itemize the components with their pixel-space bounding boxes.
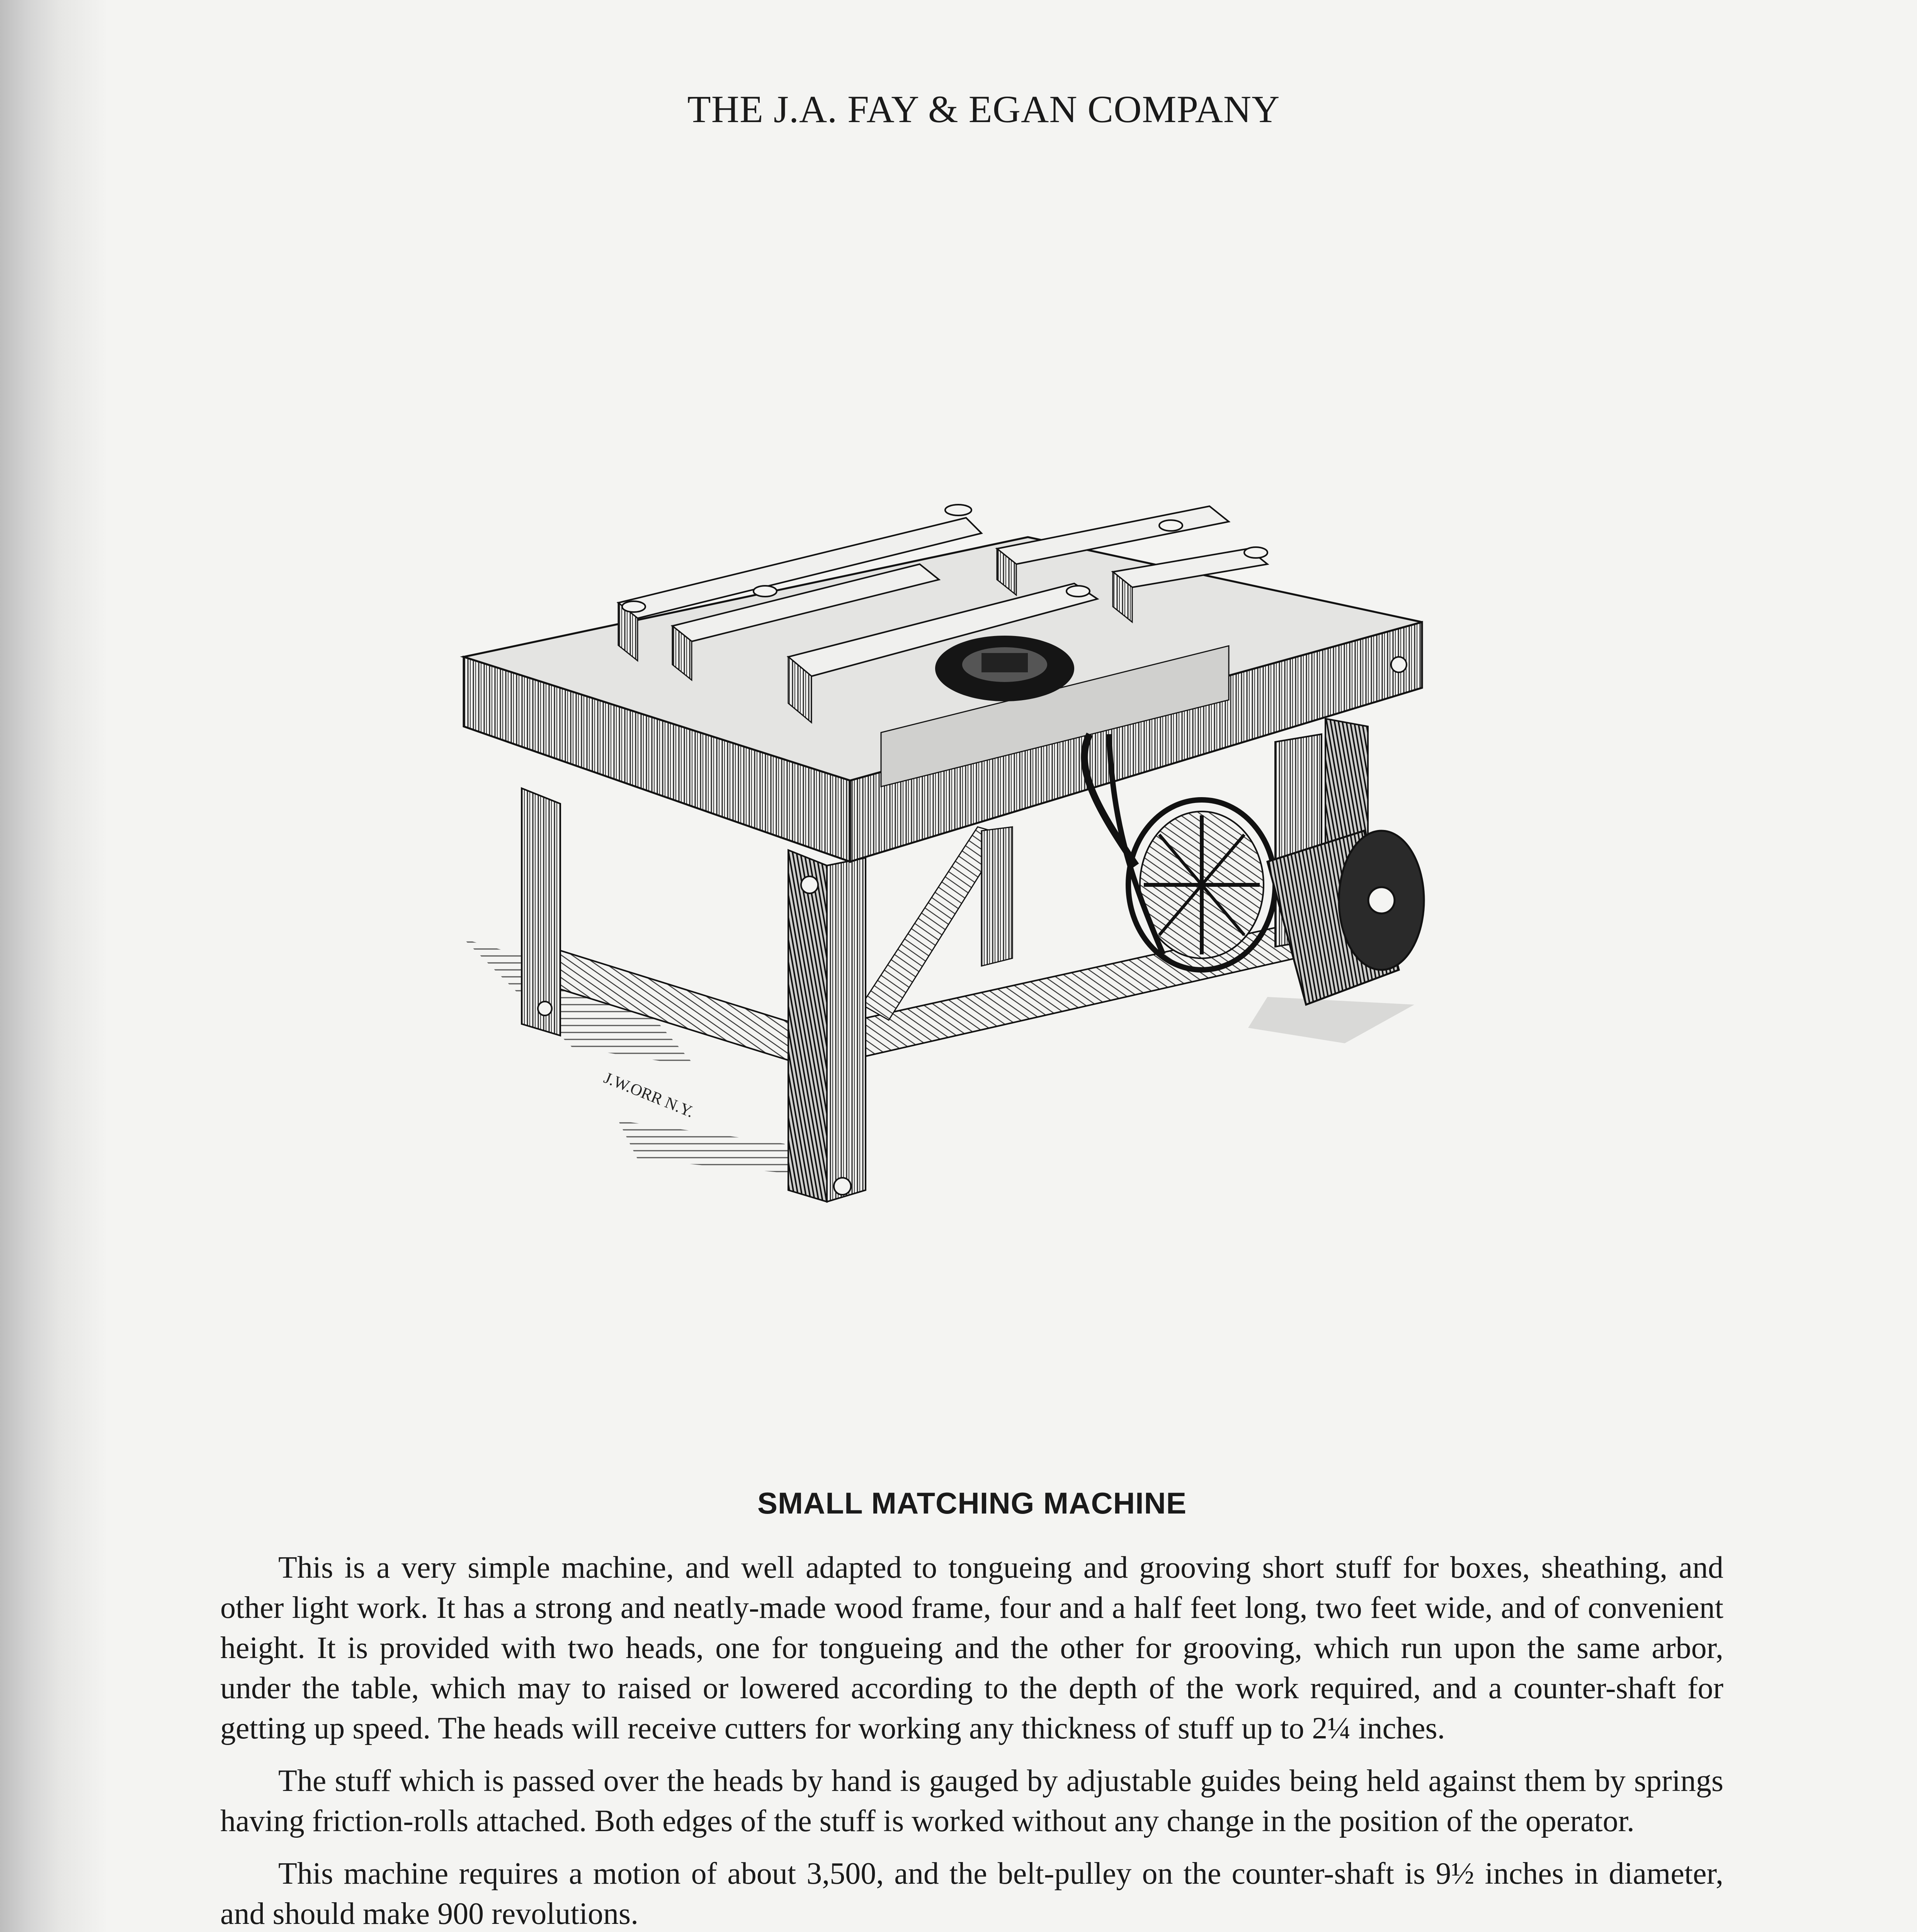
paragraph: This machine requires a motion of about 3,500, and the belt-pulley on the counter-shaft is 9½ inches in diameter, and should make 900 revolutions.: [220, 1857, 1723, 1931]
matching-machine-illustration: [456, 495, 1476, 1271]
front-right-leg: [827, 858, 866, 1202]
body-text: [220, 1548, 1723, 1932]
back-left-leg: [522, 788, 560, 1036]
front-left-leg: [788, 850, 827, 1202]
section-title: SMALL MATCHING MACHINE: [757, 1486, 1187, 1520]
belt-pulley: [1128, 800, 1275, 970]
running-head: THE J.A. FAY & EGAN COMPANY: [687, 88, 1280, 131]
engraver-signature: J.W.ORR N.Y.: [601, 1069, 696, 1121]
pulley-drum: [1267, 831, 1424, 1005]
cutter-head: [935, 636, 1074, 701]
page-gutter-shadow: [0, 0, 108, 1932]
paragraph: This is a very simple machine, and well adapted to tongueing and grooving short stuff for boxes, sheathing, and other light work. It has a strong and neatly-made wood frame, four and a half feet long, two feet wide, and of convenient height. It is provided with two heads, one for tongueing and the other for grooving, which run upon the same arbor, under the table, which may to raised or lowered according to the depth of the work required, and a counter-shaft for getting up speed. The heads will receive cutters for working any thickness of stuff up to 2¼ inches.: [220, 1551, 1723, 1745]
paragraph: The stuff which is passed over the heads by hand is gauged by adjustable guides being held against them by springs having friction-rolls attached. Both edges of the stuff is worked without any change in the position of the operator.: [220, 1764, 1723, 1838]
vertical-post: [981, 827, 1012, 966]
